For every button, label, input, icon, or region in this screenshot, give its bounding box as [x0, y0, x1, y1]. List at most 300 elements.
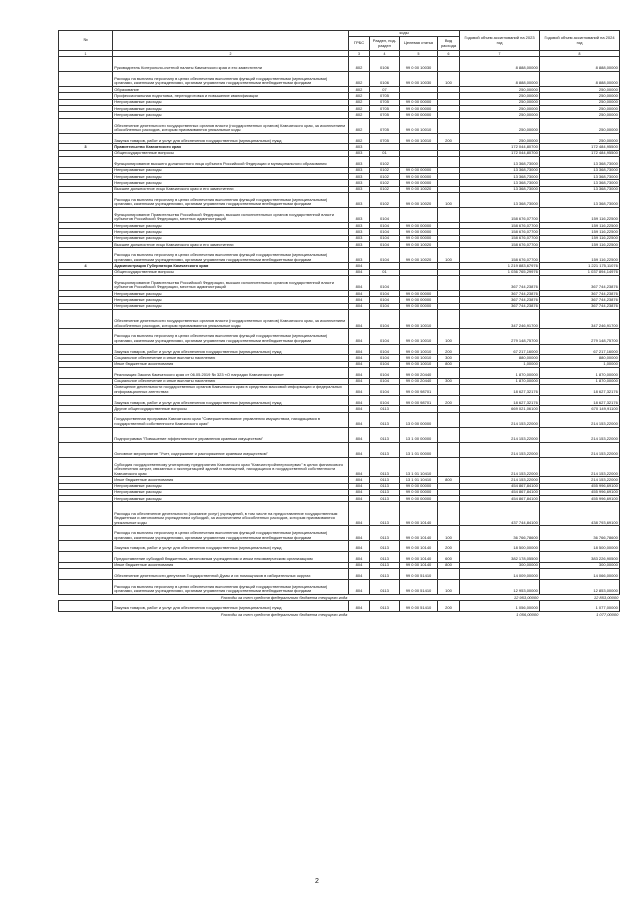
column-number: 4 — [370, 51, 400, 57]
row-amount-2024: 13 368,73000 — [540, 157, 620, 168]
row-amount-2024: 670 149,91100 — [540, 406, 620, 412]
row-name: Государственная программа Камчатского края "Совершенствование управления имуществом, находящимся в государственной собственности Камчатского края" — [113, 412, 349, 427]
row-amount-2023: 279 148,75700 — [460, 329, 540, 344]
row-amount-2023: 158 676,07700 — [460, 208, 540, 223]
row-amount-2024: 250,00000 — [540, 106, 620, 112]
row-name: Администрация Губернатора Камчатского края — [113, 263, 349, 269]
row-amount-2024: 18 627,32176 — [540, 384, 620, 395]
row-section: 0113 — [370, 552, 400, 563]
row-amount-2023: 214 153,22000 — [460, 427, 540, 442]
row-number — [59, 526, 113, 541]
row-target: 99 0 00 51410 — [400, 569, 438, 580]
row-amount-2024: 250,00000 — [540, 99, 620, 105]
row-name: Непрограммные расходы — [113, 174, 349, 180]
row-grbs: 802 — [349, 87, 370, 93]
row-number — [59, 579, 113, 594]
table-row — [59, 601, 620, 612]
row-name: Подпрограмма "Повышение эффективности управления краевым имуществом" — [113, 427, 349, 442]
row-section: 0113 — [370, 569, 400, 580]
row-section: 0104 — [370, 355, 400, 361]
row-amount-2023: 454 867,84100 — [460, 489, 540, 495]
row-grbs: 802 — [349, 133, 370, 144]
row-target: 99 0 00 98701 — [400, 395, 438, 406]
row-amount-2024: 250,00000 — [540, 112, 620, 118]
row-amount-2023: 18 627,32176 — [460, 384, 540, 395]
row-target: 99 0 00 10010 — [400, 355, 438, 361]
row-target: 99 0 00 00000 — [400, 229, 438, 235]
row-target: 99 0 00 51410 — [400, 601, 438, 612]
row-name: Закупка товаров, работ и услуг для обеспечения государственных (муниципальных) нужд — [113, 601, 349, 612]
row-number: 4 — [59, 263, 113, 269]
row-target: 99 0 00 10030 — [400, 57, 438, 72]
row-name: Закупка товаров, работ и услуг для обеспечения государственных (муниципальных) нужд — [113, 395, 349, 406]
row-kind: 100 — [438, 248, 460, 263]
row-kind — [438, 442, 460, 457]
table-row — [59, 72, 620, 87]
row-target: 99 0 00 10010 — [400, 118, 438, 133]
table-row — [59, 579, 620, 594]
row-kind — [438, 569, 460, 580]
row-section: 0113 — [370, 489, 400, 495]
row-grbs: 804 — [349, 562, 370, 568]
row-section: 0113 — [370, 502, 400, 526]
row-section: 0705 — [370, 112, 400, 118]
row-grbs: 803 — [349, 242, 370, 248]
row-number — [59, 611, 113, 617]
row-amount-2023: 250,00000 — [460, 93, 540, 99]
row-amount-2023: 214 153,22000 — [460, 442, 540, 457]
row-grbs: 804 — [349, 552, 370, 563]
row-amount-2023: 250,00000 — [460, 99, 540, 105]
row-number — [59, 309, 113, 329]
row-amount-2023: 13 368,73000 — [460, 157, 540, 168]
row-name: Иные бюджетные ассигнования — [113, 562, 349, 568]
row-grbs: 804 — [349, 496, 370, 502]
row-kind: 200 — [438, 395, 460, 406]
row-grbs: 803 — [349, 174, 370, 180]
row-grbs: 804 — [349, 367, 370, 378]
row-grbs: 804 — [349, 412, 370, 427]
row-kind: 100 — [438, 192, 460, 207]
row-section: 0705 — [370, 93, 400, 99]
row-amount-2023: 250,00000 — [460, 118, 540, 133]
row-amount-2023: 1 056,00000 — [516, 611, 539, 617]
row-grbs: 804 — [349, 309, 370, 329]
row-amount-2023: 367 744,23876 — [460, 297, 540, 303]
row-section: 0104 — [370, 384, 400, 395]
row-section: 0104 — [370, 229, 400, 235]
row-number — [59, 442, 113, 457]
row-name: Непрограммные расходы — [113, 235, 349, 241]
row-kind: 100 — [438, 579, 460, 594]
row-amount-2023: 437 744,84100 — [460, 502, 540, 526]
row-kind: 200 — [438, 133, 460, 144]
row-number — [59, 541, 113, 552]
row-amount-2023: 880,00000 — [460, 355, 540, 361]
row-number: 3 — [59, 144, 113, 150]
row-grbs: 804 — [349, 344, 370, 355]
header-year-2024: Годовой объем ассигнований на 2024 год — [540, 31, 620, 51]
row-number — [59, 72, 113, 87]
row-amount-2024: 367 744,23876 — [540, 275, 620, 290]
row-name: Другие общегосударственные вопросы — [113, 406, 349, 412]
row-name: Расходы за счет средств федерального бюджета текущего года — [220, 611, 348, 617]
row-grbs: 804 — [349, 355, 370, 361]
row-amount-2024: 13 368,73000 — [540, 186, 620, 192]
row-target: 99 0 00 10140 — [400, 552, 438, 563]
row-kind: 200 — [438, 344, 460, 355]
row-amount-2023: 18 500,00000 — [460, 541, 540, 552]
column-number: 5 — [400, 51, 438, 57]
row-amount-2023: 8 888,00000 — [460, 72, 540, 87]
row-target: 99 0 00 00000 — [400, 483, 438, 489]
row-name: Непрограммные расходы — [113, 167, 349, 173]
row-section: 0104 — [370, 291, 400, 297]
row-section: 0104 — [370, 367, 400, 378]
row-grbs: 803 — [349, 192, 370, 207]
row-grbs: 804 — [349, 263, 370, 269]
row-target: 99 0 00 20440 — [400, 378, 438, 384]
row-amount-2023: 1 036 765,29976 — [460, 269, 540, 275]
row-kind: 800 — [438, 562, 460, 568]
row-amount-2024: 1,00000 — [540, 361, 620, 367]
row-number — [59, 133, 113, 144]
row-target: 99 0 00 51410 — [400, 579, 438, 594]
row-amount-2023: 1 870,00000 — [460, 367, 540, 378]
row-name: Функционирование Правительства Российской Федерации, высших исполнительных органов государственной власти субъектов Российской Федерации, местных администраций — [113, 275, 349, 290]
row-amount-2023: 250,00000 — [460, 106, 540, 112]
row-section: 0104 — [370, 242, 400, 248]
row-grbs: 803 — [349, 248, 370, 263]
row-amount-2024: 159 116,22500 — [540, 208, 620, 223]
table-row — [59, 541, 620, 552]
row-amount-2023: 382 178,05500 — [460, 552, 540, 563]
header-codes: коды — [349, 31, 460, 37]
row-name: Образование — [113, 87, 349, 93]
row-amount-2023: 454 867,84100 — [460, 483, 540, 489]
row-kind — [438, 118, 460, 133]
row-section: 0705 — [370, 99, 400, 105]
row-section: 0104 — [370, 223, 400, 229]
row-name: Непрограммные расходы — [113, 483, 349, 489]
row-section: 0113 — [370, 406, 400, 412]
row-number — [59, 412, 113, 427]
row-number — [59, 329, 113, 344]
row-amount-2024: 250,00000 — [540, 87, 620, 93]
row-target — [400, 208, 438, 223]
row-target: 99 0 00 00000 — [400, 489, 438, 495]
row-target: 99 0 00 00000 — [400, 180, 438, 186]
row-amount-2024: 159 116,22500 — [540, 223, 620, 229]
header-kind: Вид расхода — [438, 37, 460, 51]
table-row — [59, 442, 620, 457]
row-amount-2023: 367 744,23876 — [460, 275, 540, 290]
row-kind — [438, 57, 460, 72]
row-name: Социальное обеспечение и иные выплаты населению — [113, 355, 349, 361]
budget-table — [58, 30, 620, 618]
row-amount-2024: 36 766,78600 — [540, 526, 620, 541]
row-kind: 800 — [438, 361, 460, 367]
row-section: 0113 — [370, 496, 400, 502]
row-target: 99 0 00 10030 — [400, 72, 438, 87]
row-number — [59, 395, 113, 406]
row-amount-2024: 159 116,22500 — [540, 235, 620, 241]
header-name — [113, 31, 349, 51]
row-section: 0102 — [370, 180, 400, 186]
row-name: Функционирование Правительства Российской Федерации, высших исполнительных органов государственной власти субъектов Российской Федерации, местных администраций — [113, 208, 349, 223]
row-target: 99 0 00 00000 — [400, 99, 438, 105]
row-target: 99 0 00 10010 — [400, 133, 438, 144]
table-row — [59, 502, 620, 526]
row-kind — [438, 275, 460, 290]
row-name: Непрограммные расходы — [113, 106, 349, 112]
row-amount-2024: 214 153,22000 — [540, 457, 620, 477]
row-section: 0104 — [370, 395, 400, 406]
header-number: № — [59, 31, 113, 51]
row-section: 0113 — [370, 457, 400, 477]
row-kind — [438, 384, 460, 395]
row-section: 0113 — [370, 442, 400, 457]
row-amount-2024: 367 744,23876 — [540, 297, 620, 303]
column-number: 3 — [349, 51, 370, 57]
table-row — [59, 192, 620, 207]
row-name: Общегосударственные вопросы — [113, 150, 349, 156]
row-name: Освещение деятельности государственных органов Камчатского края в средствах массовой информации и федеральных информационных агентствах — [113, 384, 349, 395]
row-amount-2023: 36 766,78600 — [460, 526, 540, 541]
row-number — [59, 248, 113, 263]
table-row — [59, 412, 620, 427]
table-row — [59, 395, 620, 406]
row-section: 0113 — [370, 562, 400, 568]
row-amount-2024: 250,00000 — [540, 133, 620, 144]
row-amount-2024: 214 153,22000 — [540, 427, 620, 442]
row-target: 99 0 00 98701 — [400, 384, 438, 395]
row-amount-2024: 455 996,69100 — [540, 483, 620, 489]
row-target — [400, 157, 438, 168]
row-amount-2023: 13 368,73000 — [460, 192, 540, 207]
row-name: Реализация Закона Камчатского края от 06.05.2019 № 323 «О наградах Камчатского края» — [113, 367, 349, 378]
row-amount-2024: 214 153,22000 — [540, 412, 620, 427]
row-amount-2023: 214 153,22000 — [460, 457, 540, 477]
row-amount-2023: 250,00000 — [460, 112, 540, 118]
row-name: Непрограммные расходы — [113, 291, 349, 297]
row-grbs: 804 — [349, 502, 370, 526]
row-amount-2024: 12 853,00000 — [540, 579, 620, 594]
row-kind: 600 — [438, 552, 460, 563]
row-name: Иные бюджетные ассигнования — [113, 361, 349, 367]
row-name: Расходы на выплаты персоналу в целях обеспечения выполнения функций государственными (муниципальными) органами, казенными учреждениями, органами управления государственными внебюджетными фондами — [113, 72, 349, 87]
row-name: Расходы на обеспечение деятельности (оказание услуг) учреждений, в том числе на предоставление государственным бюджетным и автономным учреждениям субсидий, за исключением обособленных расходов, которым присваиваются уникальные коды — [113, 502, 349, 526]
row-target: 99 0 00 10140 — [400, 502, 438, 526]
column-number: 2 — [113, 51, 349, 57]
row-name: Расходы на выплаты персоналу в целях обеспечения выполнения функций государственными (муниципальными) органами, казенными учреждениями, органами управления государственными внебюджетными фондами — [113, 248, 349, 263]
row-target: 99 0 00 10020 — [400, 248, 438, 263]
row-grbs: 804 — [349, 291, 370, 297]
row-name: Общегосударственные вопросы — [113, 269, 349, 275]
table-row — [59, 329, 620, 344]
row-grbs: 804 — [349, 361, 370, 367]
row-grbs: 803 — [349, 235, 370, 241]
row-kind: 100 — [438, 526, 460, 541]
row-number — [59, 552, 113, 563]
row-amount-2024: 367 744,23876 — [540, 291, 620, 297]
column-number: 7 — [460, 51, 540, 57]
row-amount-2024: 455 996,69100 — [540, 489, 620, 495]
table-row — [59, 309, 620, 329]
row-amount-2023: 1 870,00000 — [460, 378, 540, 384]
row-section: 0113 — [370, 412, 400, 427]
row-section: 0104 — [370, 344, 400, 355]
row-amount-2023: 158 676,07700 — [460, 223, 540, 229]
row-amount-2023: 669 021,06100 — [460, 406, 540, 412]
row-amount-2023: 8 888,00000 — [460, 57, 540, 72]
row-target: 99 0 00 10140 — [400, 562, 438, 568]
row-amount-2024: 159 116,22500 — [540, 242, 620, 248]
row-number — [59, 367, 113, 378]
row-amount-2023: 250,00000 — [460, 133, 540, 144]
row-name: Непрограммные расходы — [113, 223, 349, 229]
row-target: 99 0 00 00000 — [400, 303, 438, 309]
row-number — [59, 384, 113, 395]
row-grbs: 802 — [349, 57, 370, 72]
table-row — [59, 133, 620, 144]
header-target: Целевая статья — [400, 37, 438, 51]
row-section: 0104 — [370, 208, 400, 223]
row-amount-2024: 1 221 175,11076 — [540, 263, 620, 269]
row-grbs: 802 — [349, 72, 370, 87]
row-amount-2024: 14 066,00000 — [540, 569, 620, 580]
row-amount-2023: 367 744,23876 — [460, 303, 540, 309]
table-row — [59, 208, 620, 223]
row-grbs: 802 — [349, 106, 370, 112]
row-grbs: 802 — [349, 118, 370, 133]
row-number — [59, 344, 113, 355]
row-name: Закупка товаров, работ и услуг для обеспечения государственных (муниципальных) нужд — [113, 541, 349, 552]
row-name: Непрограммные расходы — [113, 229, 349, 235]
row-amount-2023: 347 246,91700 — [460, 309, 540, 329]
row-amount-2023: 14 009,00000 — [460, 569, 540, 580]
row-name: Субсидия государственному унитарному предприятию Камчатского края "Камчатстройэнергосервис" в целях финансового обеспечения затрат, связанных с эксплуатацией зданий и помещений, находящихся в государственной собственности Камчатского края — [113, 457, 349, 477]
row-target: 13 1 01 00000 — [400, 442, 438, 457]
row-name: Непрограммные расходы — [113, 99, 349, 105]
row-amount-2024: 1 077,00000 — [540, 601, 620, 612]
row-grbs: 803 — [349, 208, 370, 223]
row-grbs: 804 — [349, 442, 370, 457]
row-target: 13 1 00 00000 — [400, 427, 438, 442]
row-name: Обеспечение деятельности депутатов Государственной Думы и их помощников в избирательных округах — [113, 569, 349, 580]
row-grbs: 803 — [349, 186, 370, 192]
row-amount-2024: 13 368,73000 — [540, 167, 620, 173]
row-section: 0113 — [370, 427, 400, 442]
row-amount-2024: 67 217,16000 — [540, 344, 620, 355]
row-kind — [438, 157, 460, 168]
row-amount-2024: 159 116,22500 — [540, 248, 620, 263]
row-amount-2024: 18 627,32176 — [540, 395, 620, 406]
row-section: 0102 — [370, 157, 400, 168]
row-name: Высшее должностное лицо Камчатского края и его заместители — [113, 186, 349, 192]
row-amount-2023: 250,00000 — [460, 87, 540, 93]
row-name: Расходы на выплаты персоналу в целях обеспечения выполнения функций государственными (муниципальными) органами, казенными учреждениями, органами управления государственными внебюджетными фондами — [113, 192, 349, 207]
row-grbs: 804 — [349, 297, 370, 303]
row-amount-2023: 18 627,32176 — [460, 395, 540, 406]
row-kind — [438, 457, 460, 477]
row-grbs: 804 — [349, 395, 370, 406]
row-name: Расходы на выплаты персоналу в целях обеспечения выполнения функций государственными (муниципальными) органами, казенными учреждениями, органами управления государственными внебюджетными фондами — [113, 526, 349, 541]
row-number — [59, 427, 113, 442]
row-number — [59, 208, 113, 223]
row-kind: 300 — [438, 378, 460, 384]
row-grbs: 804 — [349, 384, 370, 395]
row-section: 01 — [370, 150, 400, 156]
row-name: Закупка товаров, работ и услуг для обеспечения государственных (муниципальных) нужд — [113, 133, 349, 144]
table-row — [59, 427, 620, 442]
table-row — [59, 275, 620, 290]
row-amount-2023: 300,00000 — [460, 562, 540, 568]
row-kind — [438, 611, 460, 617]
row-name: Расходы на выплаты персоналу в целях обеспечения выполнения функций государственными (муниципальными) органами, казенными учреждениями, органами управления государственными внебюджетными фондами — [113, 579, 349, 594]
row-grbs: 804 — [349, 569, 370, 580]
row-amount-2024: 367 744,23876 — [540, 303, 620, 309]
row-amount-2024: 172 484,95500 — [540, 144, 620, 150]
row-amount-2024: 13 368,73000 — [540, 174, 620, 180]
row-target: 99 0 00 10020 — [400, 242, 438, 248]
row-amount-2024: 18 500,00000 — [540, 541, 620, 552]
row-grbs: 804 — [349, 489, 370, 495]
row-target: 99 0 00 00000 — [400, 291, 438, 297]
row-name: Социальное обеспечение и иные выплаты населению — [113, 378, 349, 384]
row-grbs: 804 — [349, 329, 370, 344]
table-row — [59, 457, 620, 477]
row-amount-2024: 383 226,90500 — [540, 552, 620, 563]
row-grbs: 803 — [349, 157, 370, 168]
row-kind — [438, 412, 460, 427]
row-amount-2024: 1 870,00000 — [540, 378, 620, 384]
row-amount-2024: 214 153,22000 — [540, 477, 620, 483]
row-number — [59, 502, 113, 526]
row-section: 0104 — [370, 361, 400, 367]
row-section: 0104 — [370, 329, 400, 344]
row-number — [59, 157, 113, 168]
row-amount-2024: 300,00000 — [540, 562, 620, 568]
row-amount-2024: 1 870,00000 — [540, 367, 620, 378]
row-target: 99 0 00 00000 — [400, 106, 438, 112]
row-grbs: 804 — [349, 378, 370, 384]
row-amount-2023: 214 153,22000 — [460, 477, 540, 483]
row-name: Основное мероприятие "Учет, содержание и распоряжение краевым имуществом" — [113, 442, 349, 457]
subtotal-row — [59, 611, 620, 617]
row-grbs — [349, 611, 370, 617]
row-amount-2024: 1 077,00000 — [596, 611, 619, 617]
row-section: 0113 — [370, 601, 400, 612]
row-section: 0113 — [370, 541, 400, 552]
row-section: 0113 — [370, 579, 400, 594]
table-row — [59, 367, 620, 378]
row-kind: 300 — [438, 355, 460, 361]
row-target: 13 1 01 10410 — [400, 457, 438, 477]
row-kind: 100 — [438, 72, 460, 87]
row-name: Расходы на выплаты персоналу в целях обеспечения выполнения функций государственными (муниципальными) органами, казенными учреждениями, органами управления государственными внебюджетными фондами — [113, 329, 349, 344]
row-number — [59, 192, 113, 207]
row-amount-2023: 214 153,22000 — [460, 412, 540, 427]
row-section: 0102 — [370, 174, 400, 180]
row-target: 99 0 00 10010 — [400, 309, 438, 329]
row-section: 0705 — [370, 118, 400, 133]
row-grbs: 802 — [349, 112, 370, 118]
row-section: 0113 — [370, 477, 400, 483]
table-row — [59, 384, 620, 395]
row-target: 99 0 00 00000 — [400, 223, 438, 229]
row-section: 0104 — [370, 309, 400, 329]
